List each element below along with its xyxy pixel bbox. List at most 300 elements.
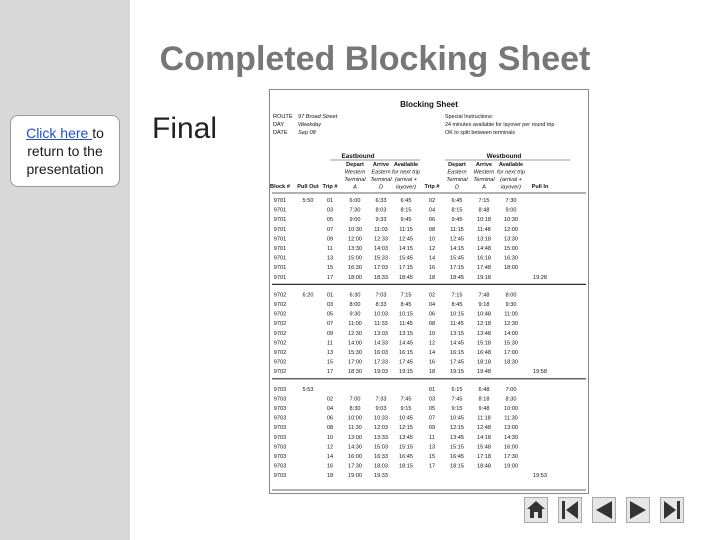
sheet-cell: 18:15 (399, 463, 413, 470)
sheet-cell: 9703 (273, 386, 287, 393)
sheet-cell: 07 (428, 415, 436, 422)
first-slide-button[interactable] (558, 497, 582, 523)
sheet-cell: 11:45 (399, 321, 413, 328)
sheet-info-label: DATE (273, 130, 288, 136)
sheet-cell: 8:45 (400, 302, 412, 308)
sheet-cell: 7:45 (400, 396, 412, 403)
sheet-cell: 06 (428, 311, 436, 318)
sheet-column-header: for next trip (497, 169, 525, 176)
sheet-cell: 11:48 (477, 226, 491, 233)
sheet-cell: 15:15 (450, 444, 464, 451)
sheet-cell: 16 (326, 463, 334, 470)
sheet-cell: 16:30 (504, 255, 518, 262)
sheet-cell: 7:15 (478, 198, 490, 204)
sheet-cell: 9703 (273, 396, 287, 403)
last-slide-button[interactable] (660, 497, 684, 523)
sheet-cell: 13:48 (477, 330, 491, 337)
sheet-cell: 10 (326, 434, 334, 441)
sheet-cell: 15:30 (348, 350, 362, 356)
sheet-cell: 7:48 (478, 292, 490, 299)
sheet-cell: 10:00 (348, 415, 362, 422)
sheet-cell: 12:00 (348, 236, 362, 243)
sheet-cell: 14 (428, 255, 436, 262)
sheet-cell: 9:00 (505, 207, 517, 214)
sheet-column-header: Western (344, 169, 366, 176)
left-panel (0, 0, 130, 540)
sheet-cell: 9:30 (349, 311, 361, 318)
sheet-cell: 15:45 (399, 255, 413, 262)
sheet-cell: 13:30 (348, 246, 362, 252)
sheet-cell: 01 (326, 292, 334, 299)
sheet-cell: 04 (326, 406, 334, 412)
sheet-cell: 10:00 (504, 406, 518, 412)
sheet-column-header: (arrival + (395, 177, 417, 183)
sheet-cell: 6:45 (451, 198, 463, 204)
sheet-cell: 10:48 (477, 311, 491, 318)
sheet-cell: 02 (428, 292, 436, 299)
sheet-cell: 13:33 (374, 434, 388, 441)
sheet-cell: 17:30 (504, 454, 518, 460)
sheet-cell: 16:45 (399, 454, 413, 460)
sheet-cell: 11 (429, 434, 435, 441)
sheet-cell: 15 (428, 454, 436, 460)
sheet-cell: 02 (326, 396, 334, 403)
sheet-cell: 02 (428, 198, 436, 204)
sheet-instruction: 24 minutes available for layover per round trip (445, 122, 555, 128)
sheet-cell: 11:18 (477, 415, 491, 422)
sheet-cell: 12:30 (504, 321, 518, 328)
sheet-cell: 14:00 (348, 340, 362, 347)
sheet-cell: 10 (428, 330, 436, 337)
westbound-label: Westbound (486, 153, 522, 160)
sheet-cell: 11 (327, 340, 333, 347)
sheet-cell: 9701 (273, 274, 287, 281)
sheet-cell: 17:15 (399, 265, 413, 272)
sheet-cell: 15:33 (374, 255, 388, 262)
first-slide-icon (558, 497, 582, 523)
sheet-cell: 8:30 (349, 406, 361, 412)
sheet-cell: 14:45 (450, 340, 464, 347)
sheet-cell: 10:30 (348, 226, 362, 233)
sheet-column-header: Terminal (473, 177, 495, 183)
sheet-cell: 15:00 (348, 255, 362, 262)
slide-title: Completed Blocking Sheet (159, 40, 591, 78)
sheet-cell: 14:30 (504, 434, 518, 441)
sheet-column-header: Terminal (344, 177, 366, 183)
sheet-column-header: A (353, 184, 357, 191)
sheet-cell: 18:45 (450, 274, 464, 281)
sheet-cell: 15:03 (374, 444, 388, 451)
sheet-cell: 9:45 (400, 217, 412, 224)
sheet-cell: 6:45 (400, 198, 412, 204)
sheet-cell: 19:00 (348, 473, 362, 480)
sheet-cell: 10:18 (477, 217, 491, 224)
sheet-cell: 7:03 (375, 292, 387, 299)
sheet-cell: 11:15 (399, 226, 413, 233)
sheet-cell: 19:48 (477, 369, 491, 376)
sheet-cell: 05 (326, 311, 334, 318)
sheet-cell: 11:03 (374, 226, 388, 233)
sheet-cell: 6:00 (349, 198, 361, 204)
sheet-cell: 7:30 (349, 207, 361, 214)
sheet-column-header: Trip # (322, 184, 338, 190)
sheet-column-header: Available (393, 162, 419, 168)
sheet-info-value: Weekday (298, 122, 322, 128)
sheet-column-header: layover) (501, 184, 521, 191)
sheet-cell: 16:48 (477, 350, 491, 356)
sheet-cell: 17:00 (504, 350, 518, 356)
sheet-cell: 16 (428, 265, 436, 272)
sheet-cell: 13:45 (399, 434, 413, 441)
home-icon (524, 497, 548, 523)
sheet-cell: 6:48 (478, 386, 490, 393)
sheet-cell: 13:00 (348, 434, 362, 441)
sheet-cell: 7:15 (451, 292, 463, 299)
sheet-column-header: layover) (396, 184, 416, 191)
sheet-cell: 10:15 (399, 311, 413, 318)
sheet-cell: 8:00 (505, 292, 517, 299)
sheet-cell: 14:45 (399, 340, 413, 347)
sheet-cell: 14 (428, 350, 436, 356)
sheet-cell: 16:03 (374, 350, 388, 356)
sheet-cell: 8:15 (400, 207, 412, 214)
return-link-box (10, 115, 120, 187)
sheet-column-header: Block # (270, 184, 290, 190)
sheet-cell: 9702 (273, 369, 287, 376)
sheet-cell: 8:03 (375, 207, 387, 214)
sheet-column-header: Available (498, 162, 524, 168)
sheet-cell: 9:30 (505, 302, 517, 308)
sheet-cell: 12:45 (399, 236, 413, 243)
sheet-cell: 9701 (273, 246, 287, 252)
sheet-cell: 13:15 (450, 330, 464, 337)
sheet-cell: 16 (428, 359, 436, 366)
sheet-cell: 19:18 (477, 274, 491, 281)
sheet-cell: 14:00 (504, 330, 518, 337)
sheet-cell: 16:18 (477, 255, 491, 262)
sheet-cell: 14:48 (477, 246, 491, 252)
sheet-cell: 18 (428, 274, 436, 281)
sheet-cell: 15 (326, 359, 334, 366)
sheet-cell: 15:48 (477, 444, 491, 451)
sheet-cell: 14:15 (399, 246, 413, 252)
sheet-cell: 6:20 (302, 292, 314, 299)
sheet-cell: 18:18 (477, 359, 491, 366)
sheet-cell: 17:30 (348, 463, 362, 470)
sheet-cell: 14:15 (450, 246, 464, 252)
sheet-cell: 8:45 (451, 302, 463, 308)
sheet-cell: 18 (326, 473, 334, 480)
sheet-cell: 9701 (273, 226, 287, 233)
sheet-cell: 18:00 (504, 265, 518, 272)
sheet-cell: 17 (326, 369, 334, 376)
sheet-cell: 17 (326, 274, 334, 281)
sheet-cell: 9702 (273, 292, 287, 299)
sheet-info-label: ROUTE (273, 114, 293, 120)
sheet-cell: 16:33 (374, 454, 388, 460)
sheet-cell: 9702 (273, 350, 287, 356)
home-button[interactable] (524, 497, 548, 523)
sheet-cell: 19:03 (374, 369, 388, 376)
sheet-cell: 18:00 (348, 274, 362, 281)
sheet-cell: 17:48 (477, 265, 491, 272)
sheet-cell: 9:45 (451, 217, 463, 224)
sheet-cell: 08 (428, 321, 436, 328)
sheet-column-header: Trip # (424, 184, 440, 190)
sheet-cell: 08 (428, 226, 436, 233)
sheet-cell: 14 (326, 454, 334, 460)
sheet-cell: 9:00 (349, 217, 361, 224)
sheet-cell: 7:45 (451, 396, 463, 403)
sheet-cell: 15:18 (477, 340, 491, 347)
sheet-cell: 15:45 (450, 255, 464, 262)
next-slide-icon (626, 497, 650, 523)
sheet-column-header: D (454, 184, 460, 191)
sheet-column-header: D (378, 184, 384, 191)
sheet-column-header: Depart (346, 162, 364, 168)
sheet-cell: 9701 (273, 207, 287, 214)
sheet-cell: 04 (428, 207, 436, 214)
sheet-title: Blocking Sheet (400, 100, 458, 109)
sheet-cell: 19:28 (533, 274, 547, 281)
sheet-cell: 06 (428, 217, 436, 224)
sheet-cell: 18:30 (348, 369, 362, 376)
sheet-column-header: Western (473, 169, 495, 176)
sheet-cell: 17:33 (374, 359, 388, 366)
sheet-cell: 18:30 (504, 359, 518, 366)
sheet-cell: 12:30 (348, 330, 362, 337)
sheet-cell: 16:45 (450, 454, 464, 460)
sheet-instruction: Special Instructions: (445, 114, 494, 120)
sheet-cell: 9:15 (451, 406, 463, 412)
return-link[interactable]: Click here (26, 125, 93, 141)
sheet-cell: 11:30 (504, 415, 518, 422)
sheet-cell: 13 (428, 444, 436, 451)
sheet-cell: 9:18 (478, 302, 490, 308)
sheet-cell: 08 (326, 425, 334, 432)
sheet-cell: 14:33 (374, 340, 388, 347)
sheet-cell: 13:30 (504, 236, 518, 243)
sheet-column-header: Arrive (475, 162, 493, 168)
slide-subtitle: Final (152, 112, 218, 145)
sheet-cell: 9:03 (375, 406, 387, 412)
eastbound-label: Eastbound (341, 153, 375, 160)
blocking-sheet-image (269, 89, 589, 494)
sheet-cell: 16:00 (504, 444, 518, 451)
sheet-column-header: Terminal (446, 177, 468, 183)
return-link-text: to return to the presentation (26, 125, 104, 177)
sheet-column-header: Eastern (371, 169, 391, 176)
sheet-cell: 15 (326, 265, 334, 272)
sheet-cell: 13:00 (504, 425, 518, 432)
last-slide-icon (660, 497, 684, 523)
sheet-cell: 17:45 (450, 359, 464, 366)
sheet-cell: 03 (326, 302, 334, 308)
sheet-cell: 14:30 (348, 444, 362, 451)
sheet-cell: 13:15 (399, 330, 413, 337)
sheet-column-header: Eastern (447, 169, 467, 176)
sheet-column-header: Depart (448, 162, 466, 168)
sheet-cell: 01 (428, 386, 436, 393)
sheet-cell: 12:48 (477, 425, 491, 432)
sheet-cell: 8:33 (375, 302, 387, 308)
sheet-cell: 15:00 (504, 246, 518, 252)
sheet-cell: 13 (326, 350, 334, 356)
sheet-cell: 6:30 (349, 292, 361, 299)
sheet-cell: 12:15 (450, 425, 464, 432)
sheet-info-value: Sep 08 (298, 130, 316, 136)
sheet-cell: 13 (326, 255, 334, 262)
sheet-cell: 10:15 (450, 311, 464, 318)
sheet-cell: 13:03 (374, 330, 388, 337)
sheet-info-label: DAY (273, 122, 285, 128)
sheet-cell: 12:15 (399, 425, 413, 432)
sheet-cell: 9702 (273, 302, 287, 308)
sheet-cell: 9703 (273, 454, 287, 460)
previous-slide-icon (592, 497, 616, 523)
sheet-cell: 14:18 (477, 434, 491, 441)
sheet-cell: 7:30 (505, 198, 517, 204)
sheet-cell: 9702 (273, 340, 287, 347)
sheet-cell: 01 (326, 198, 334, 204)
sheet-cell: 19:15 (450, 369, 464, 376)
sheet-cell: 13:18 (477, 236, 491, 243)
sheet-cell: 12:45 (450, 236, 464, 243)
sheet-cell: 9703 (273, 434, 287, 441)
sheet-cell: 15:30 (504, 340, 518, 347)
sheet-cell: 15:15 (399, 444, 413, 451)
sheet-cell: 16:15 (450, 350, 464, 356)
sheet-cell: 07 (326, 321, 334, 328)
sheet-cell: 11:00 (504, 311, 518, 318)
sheet-cell: 9701 (273, 198, 287, 204)
sheet-cell: 19:33 (374, 473, 388, 480)
sheet-cell: 17:45 (399, 359, 413, 366)
sheet-cell: 10:30 (504, 217, 518, 224)
sheet-cell: 9703 (273, 473, 287, 480)
sheet-cell: 5:53 (302, 386, 314, 393)
sheet-instruction: OK to split between terminals (445, 130, 516, 136)
sheet-cell: 03 (428, 396, 436, 403)
sheet-cell: 06 (326, 415, 334, 422)
sheet-cell: 17:00 (348, 359, 362, 366)
sheet-cell: 6:15 (451, 386, 463, 393)
sheet-cell: 11:33 (374, 321, 388, 328)
sheet-column-header: Pull In (531, 184, 549, 190)
sheet-cell: 19:58 (533, 369, 547, 376)
sheet-cell: 9702 (273, 359, 287, 366)
sheet-cell: 11 (327, 246, 333, 252)
sheet-cell: 09 (428, 425, 436, 432)
sheet-info-value: 97 Broad Street (298, 114, 338, 120)
sheet-cell: 9702 (273, 321, 287, 328)
sheet-cell: 9703 (273, 406, 287, 412)
slide-navigation (524, 497, 684, 523)
sheet-cell: 12:18 (477, 321, 491, 328)
sheet-cell: 16:15 (399, 350, 413, 356)
sheet-cell: 9:15 (400, 406, 412, 412)
sheet-cell: 7:15 (400, 292, 412, 299)
sheet-cell: 11:45 (450, 321, 464, 328)
sheet-column-header: Pull Out (297, 184, 319, 190)
sheet-cell: 7:00 (505, 386, 517, 393)
sheet-cell: 09 (326, 236, 334, 243)
sheet-cell: 05 (428, 406, 436, 412)
sheet-cell: 19:00 (504, 463, 518, 470)
sheet-cell: 10:45 (450, 415, 464, 422)
sheet-cell: 8:30 (505, 396, 517, 403)
sheet-cell: 10:45 (399, 415, 413, 422)
sheet-cell: 9:33 (375, 217, 387, 224)
sheet-column-header: for next trip (392, 169, 420, 176)
sheet-cell: 9701 (273, 217, 287, 224)
sheet-cell: 9701 (273, 236, 287, 243)
sheet-cell: 17:03 (374, 265, 388, 272)
sheet-cell: 19:15 (399, 369, 413, 376)
sheet-cell: 04 (428, 302, 436, 308)
previous-slide-button[interactable] (592, 497, 616, 523)
sheet-cell: 8:00 (349, 302, 361, 308)
sheet-cell: 12 (428, 246, 436, 252)
sheet-column-header: Terminal (370, 177, 392, 183)
sheet-cell: 18:45 (399, 274, 413, 281)
sheet-cell: 8:48 (478, 207, 490, 214)
sheet-cell: 16:30 (348, 265, 362, 272)
sheet-cell: 12:03 (374, 425, 388, 432)
sheet-cell: 7:33 (375, 396, 387, 403)
sheet-cell: 11:15 (450, 226, 464, 233)
sheet-cell: 09 (326, 330, 334, 337)
sheet-cell: 18:33 (374, 274, 388, 281)
sheet-cell: 9701 (273, 255, 287, 262)
next-slide-button[interactable] (626, 497, 650, 523)
sheet-cell: 17:15 (450, 265, 464, 272)
sheet-cell: 03 (326, 207, 334, 214)
sheet-cell: 9:48 (478, 406, 490, 412)
sheet-cell: 12 (326, 444, 334, 451)
sheet-cell: 9702 (273, 311, 287, 318)
sheet-cell: 07 (326, 226, 334, 233)
sheet-cell: 17:18 (477, 454, 491, 460)
sheet-cell: 9701 (273, 265, 287, 272)
sheet-cell: 16:00 (348, 454, 362, 460)
sheet-column-header: Arrive (372, 162, 390, 168)
sheet-cell: 18:48 (477, 463, 491, 470)
sheet-column-header: A (482, 184, 486, 191)
sheet-cell: 18:03 (374, 463, 388, 470)
sheet-cell: 9703 (273, 415, 287, 422)
sheet-cell: 18:15 (450, 463, 464, 470)
sheet-cell: 8:18 (478, 396, 490, 403)
sheet-cell: 10 (428, 236, 436, 243)
sheet-cell: 19:53 (533, 473, 547, 480)
sheet-cell: 9703 (273, 425, 287, 432)
sheet-cell: 13:45 (450, 434, 464, 441)
sheet-cell: 05 (326, 217, 334, 224)
blocking-sheet-table (270, 90, 588, 493)
sheet-cell: 7:00 (349, 396, 361, 403)
sheet-cell: 9703 (273, 463, 287, 470)
sheet-cell: 10:03 (374, 311, 388, 318)
sheet-cell: 10:33 (374, 415, 388, 422)
sheet-cell: 9702 (273, 330, 287, 337)
sheet-cell: 12:33 (374, 236, 388, 243)
sheet-column-header: (arrival + (500, 177, 522, 183)
sheet-cell: 8:15 (451, 207, 463, 214)
sheet-cell: 12:00 (504, 226, 518, 233)
sheet-cell: 11:30 (348, 425, 362, 432)
sheet-cell: 17 (428, 463, 436, 470)
